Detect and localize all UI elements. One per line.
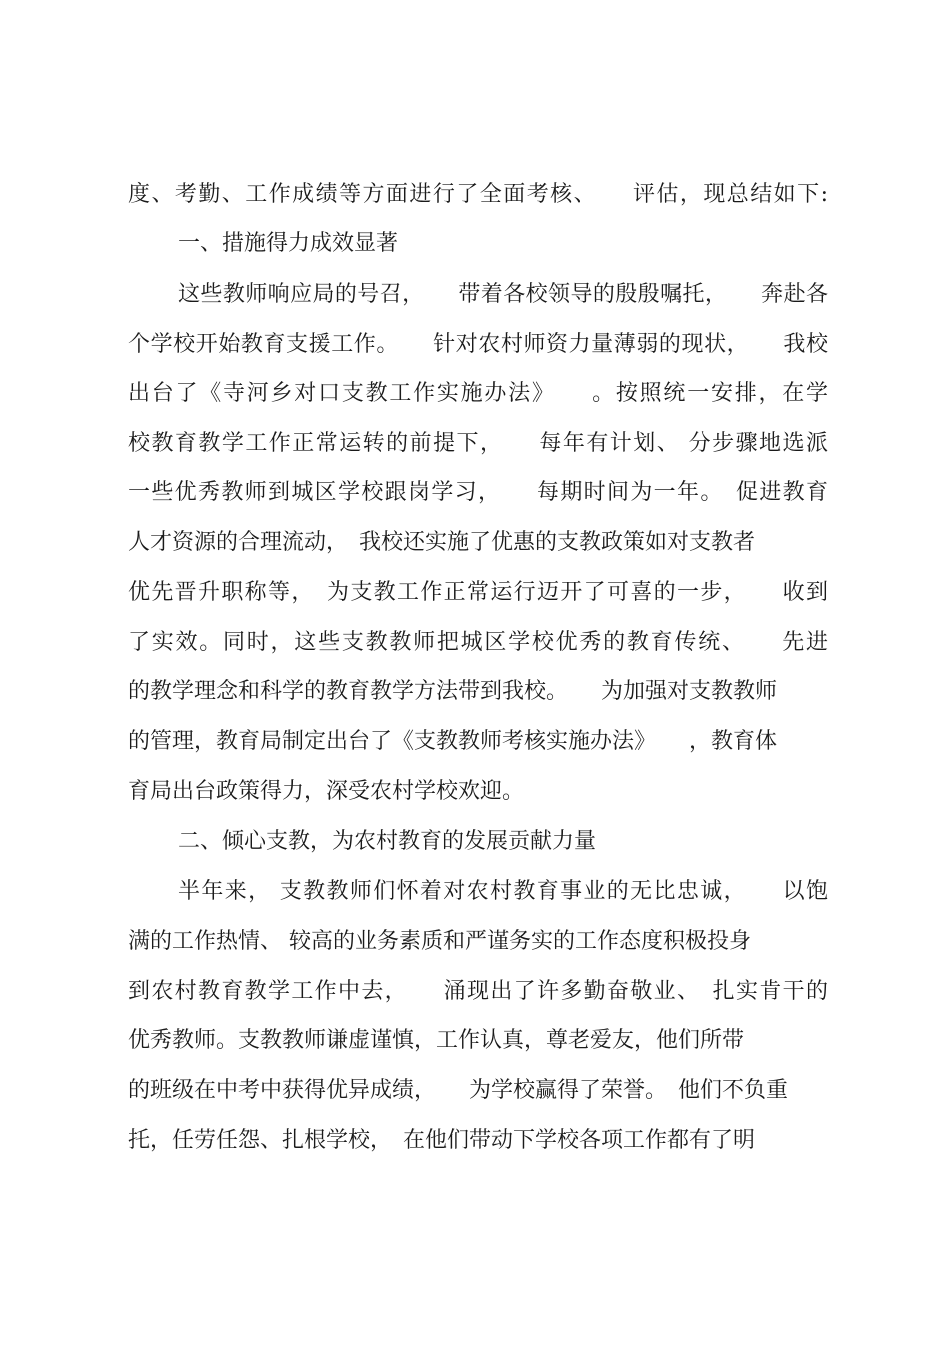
text-line: 出台了《寺河乡对口支教工作实施办法》 。按照统一安排，在学 xyxy=(128,381,828,406)
text-line: 的管理，教育局制定出台了《支教教师考核实施办法》 ，教育体 xyxy=(128,729,778,754)
text-line: 的教学理念和科学的教育教学方法带到我校。 为加强对支教教师 xyxy=(128,679,778,704)
text-line: 这些教师响应局的号召， 带着各校领导的殷殷嘱托， 奔赴各 xyxy=(178,282,828,307)
text-line: 的班级在中考中获得优异成绩， 为学校赢得了荣誉。 他们不负重 xyxy=(128,1078,789,1103)
text-line: 满的工作热情、 较高的业务素质和严谨务实的工作态度积极投身 xyxy=(128,929,751,954)
text-line: 度、考勤、工作成绩等方面进行了全面考核、 评估，现总结如下: xyxy=(128,182,828,207)
text-line: 托，任劳任怨、扎根学校， 在他们带动下学校各项工作都有了明 xyxy=(128,1128,756,1153)
text-line: 优先晋升职称等， 为支教工作正常运行迈开了可喜的一步， 收到 xyxy=(128,580,828,605)
section-heading-1: 一、措施得力成效显著 xyxy=(178,231,399,256)
text-line: 人才资源的合理流动， 我校还实施了优惠的支教政策如对支教者 xyxy=(128,530,756,555)
text-line: 一些优秀教师到城区学校跟岗学习， 每期时间为一年。 促进教育 xyxy=(128,480,828,505)
text-line: 个学校开始教育支援工作。 针对农村师资力量薄弱的现状， 我校 xyxy=(128,332,828,357)
text-line: 到农村教育教学工作中去， 涌现出了许多勤奋敬业、 扎实肯干的 xyxy=(128,979,828,1004)
text-line: 半年来， 支教教师们怀着对农村教育事业的无比忠诚， 以饱 xyxy=(178,879,828,904)
text-line: 校教育教学工作正常运转的前提下， 每年有计划、 分步骤地选派 xyxy=(128,431,828,456)
text-line: 了实效。同时，这些支教教师把城区学校优秀的教育传统、 先进 xyxy=(128,630,828,655)
text-line: 优秀教师。支教教师谦虚谨慎，工作认真，尊老爱友，他们所带 xyxy=(128,1028,745,1053)
text-line: 育局出台政策得力，深受农村学校欢迎。 xyxy=(128,779,525,804)
section-heading-2: 二、倾心支教，为农村教育的发展贡献力量 xyxy=(178,829,597,854)
